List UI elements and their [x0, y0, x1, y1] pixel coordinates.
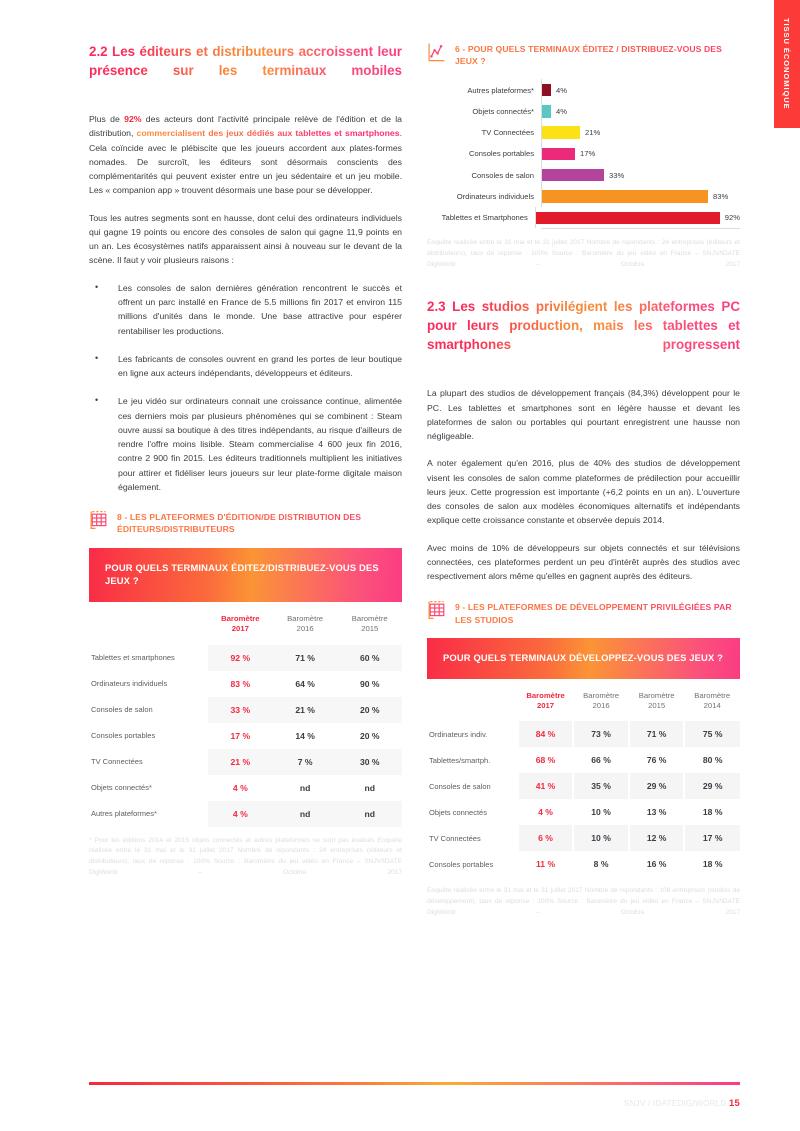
row-value: 17 % [230, 730, 251, 741]
row-value: 80 % [684, 747, 740, 773]
row-value: 68 % [518, 747, 574, 773]
row-label: Ordinateurs indiv. [429, 729, 488, 739]
right-column [427, 42, 740, 929]
row-value: 6 % [518, 825, 574, 851]
table-row [89, 697, 402, 723]
row-value: 60 % [338, 645, 403, 671]
paragraph-2-2-1 [89, 112, 402, 198]
row-label: Consoles de salon [429, 781, 491, 791]
bar-chart-figure6 [427, 79, 740, 229]
col-line2: 2016 [592, 700, 610, 710]
chart-plot-area [541, 101, 740, 122]
table9-header-blank [427, 680, 518, 722]
row-label: Objets connectés [429, 807, 487, 817]
section-tab-tissu-economique [774, 0, 800, 128]
chart-row [427, 165, 740, 186]
row-value: 4 % [232, 782, 248, 793]
table-row [89, 775, 402, 801]
table9-footnote: Enquête réalisée entre le 31 mai et le 31 juillet 2017 Nombre de répondants : 108 entreprises (studios de développement), taux de réponse : 100% Source : Baromètre du jeu vidéo en France – SNJV/IDATE DigiWorld – Octobre 2017 [427, 887, 740, 916]
row-value: 13 % [629, 799, 685, 825]
chart-row [427, 143, 740, 164]
chart-row [427, 207, 740, 228]
row-value: 71 % [629, 721, 685, 747]
para-seg: Plus de [89, 114, 125, 125]
table-row [89, 645, 402, 671]
table8-title-block [89, 510, 402, 535]
table8-header-col-2 [338, 603, 403, 645]
row-value: nd [299, 782, 311, 793]
table9-banner: POUR QUELS TERMINAUX DÉVELOPPEZ-VOUS DES JEUX ? [427, 638, 740, 679]
row-value: 30 % [338, 749, 403, 775]
chart-bar-value: 92% [724, 213, 740, 223]
table-header-row [89, 603, 402, 645]
chart-plot-area [541, 79, 740, 100]
col-line2: 2016 [296, 624, 314, 634]
row-label: Consoles de salon [91, 705, 153, 715]
table9-header-col-3 [684, 680, 740, 722]
row-value: 17 % [684, 825, 740, 851]
col-line1: Baromètre [221, 613, 260, 623]
chart-bar-value: 4% [556, 106, 567, 116]
col-line1: Baromètre [583, 690, 620, 700]
list-item: • Les fabricants de consoles ouvrent en grand les portes de leur boutique en ligne aux acteurs indépendants, développeurs et éditeurs. [89, 352, 402, 381]
row-value: 20 % [359, 730, 380, 741]
col-line1: Baromètre [694, 690, 731, 700]
row-value: 71 % [273, 645, 338, 671]
highlight-gradient-phrase: commercialisent des jeux dédiés aux tablettes et smartphones [136, 128, 400, 139]
chart-row [427, 101, 740, 122]
table-row [427, 721, 740, 747]
table-row [427, 851, 740, 877]
table-grid-icon [89, 510, 109, 531]
table9-header-col-2 [629, 680, 685, 722]
table9-title-block [427, 600, 740, 625]
table-row [427, 825, 740, 851]
row-value: 75 % [684, 721, 740, 747]
chart-bar [542, 105, 551, 118]
chart-bar-value: 17% [580, 149, 596, 159]
table-row [89, 671, 402, 697]
row-label: Objets connectés* [91, 783, 152, 793]
table9-header-col-1 [573, 680, 629, 722]
chart-category-label: TV Connectées [481, 128, 534, 138]
footer-divider [89, 1082, 740, 1085]
paragraph-2-2-2: Tous les autres segments sont en hausse, dont celui des ordinateurs individuels qui gagne 19 points ou encore des consoles de salon qui gagne 11,9 points en un an. Les écosystèmes natifs apparaissent ainsi à nouveau sur le devant de la scène. Il faut y voir plusieurs raisons : [89, 212, 402, 266]
footer-brand: SNJV / IDATEDIGIWORLD [623, 1099, 727, 1108]
row-value: nd [273, 801, 338, 827]
chart-row [427, 186, 740, 207]
table-row [427, 773, 740, 799]
col-line2: 2017 [536, 700, 555, 710]
list-item: • Le jeu vidéo sur ordinateurs connait une croissance continue, alimentée ces derniers mois par plusieurs phénomènes qui se combinent : Steam ouvre aussi sa boutique à des titres indépendants, au risque d'ailleurs de rendre l'offre moins lisible. Steam commercialise 4 600 jeux fin 2016, contre 2 900 fin 2015. Les éditeurs traditionnels multiplient les initiatives pour attirer et fidéliser leurs joueurs sur leur plate-forme digitale maison également. [89, 394, 402, 494]
table8-banner: POUR QUELS TERMINAUX ÉDITEZ/DISTRIBUEZ-VOUS DES JEUX ? [89, 548, 402, 602]
row-label: TV Connectées [429, 833, 481, 843]
table8-title: 8 - LES PLATEFORMES D'ÉDITION/DE DISTRIBUTION DES ÉDITEURS/DISTRIBUTEURS [117, 510, 402, 535]
chart-row [427, 122, 740, 143]
chart-category-label: Consoles portables [468, 149, 534, 159]
table9-header-col-0 [518, 680, 574, 722]
row-label: Tablettes et smartphones [91, 653, 175, 663]
row-value: 12 % [629, 825, 685, 851]
section-heading-2-2: 2.2 Les éditeurs et distributeurs accroissent leur présence sur les terminaux mobiles [89, 42, 402, 99]
row-value: 33 % [208, 697, 273, 723]
table-row [89, 749, 402, 775]
reasons-bullet-list [89, 281, 402, 494]
chart-plot-area [541, 143, 740, 164]
row-value: 84 % [518, 721, 574, 747]
chart-category-label: Ordinateurs individuels [456, 192, 534, 202]
row-value: 29 % [684, 773, 740, 799]
row-label: Consoles portables [429, 859, 494, 869]
row-value: 35 % [573, 773, 629, 799]
table-row [427, 747, 740, 773]
col-line1: Baromètre [351, 613, 388, 623]
table-header-row [427, 680, 740, 722]
row-label: TV Connectées [91, 757, 143, 767]
chart-bar-value: 4% [556, 85, 567, 95]
footer [624, 1097, 740, 1108]
col-line2: 2017 [231, 624, 249, 634]
row-value: 90 % [359, 678, 380, 689]
chart-plot-area [541, 186, 740, 207]
row-value: nd [364, 782, 375, 793]
row-value: 76 % [629, 747, 685, 773]
chart-bar [542, 190, 708, 203]
row-value: 41 % [518, 773, 574, 799]
col-line1: Baromètre [526, 690, 565, 700]
table9-title: 9 - LES PLATEFORMES DE DÉVELOPPEMENT PRIVILÉGIÉES PAR LES STUDIOS [455, 600, 740, 625]
table-grid-icon [427, 600, 447, 621]
figure6-title: 6 - POUR QUELS TERMINAUX ÉDITEZ / DISTRIBUEZ-VOUS DES JEUX ? [455, 42, 740, 67]
chart-bar [536, 212, 720, 225]
row-value: 11 % [518, 851, 574, 877]
chart-category-label: Autres plateformes* [467, 85, 534, 95]
row-value: 8 % [573, 851, 629, 877]
chart-bar [542, 169, 604, 182]
row-value: 7 % [273, 749, 338, 775]
row-value: 18 % [684, 799, 740, 825]
chart-bar-value: 21% [585, 128, 601, 138]
row-value: 21 % [208, 749, 273, 775]
figure6-title-block [427, 42, 740, 67]
row-value: 14 % [295, 730, 315, 741]
row-value: 4 % [208, 801, 273, 827]
page-number: 15 [728, 1097, 740, 1108]
row-value: 18 % [684, 851, 740, 877]
chart-bar-value: 83% [713, 192, 729, 202]
chart-bar [542, 84, 551, 97]
table-row [427, 799, 740, 825]
table8-header-blank [89, 603, 208, 645]
table8 [89, 603, 402, 827]
list-item: • Les consoles de salon dernières génération rencontrent le succès et offrent un parc installé en France de 5.5 millions fin 2017 et environ 115 millions d'unités dans le monde. Une base attractive pour espérer rentabiliser les productions. [89, 281, 402, 338]
row-value: 16 % [629, 851, 685, 877]
row-value: 73 % [573, 721, 629, 747]
section-heading-2-3: 2.3 Les studios privilégient les plateformes PC pour leurs production, mais les tablettes et smartphones progressent [427, 297, 740, 373]
row-label: Consoles portables [91, 731, 156, 741]
table8-header-col-1 [273, 603, 338, 645]
table-row [89, 801, 402, 827]
chart-category-label: Objets connectés* [472, 106, 534, 116]
row-value: 64 % [295, 678, 315, 689]
left-column [89, 42, 402, 889]
para-seg: . Cela coïncide avec le plébiscite que les joueurs accordent aux plates-formes nomades. De surcroît, les éditeurs sont désormais conscients des complémentarités qui peuvent exister entre un jeu sédentaire et un jeu mobile. Les « companion app » trouvent désormais une base pour se développer. [89, 128, 403, 196]
chart-plot-area [535, 207, 740, 228]
chart-category-label: Consoles de salon [471, 170, 534, 180]
row-value: 92 % [208, 645, 273, 671]
row-label: Autres plateformes* [91, 809, 157, 819]
row-value: 10 % [573, 825, 629, 851]
chart-bar-value: 33% [609, 170, 625, 180]
chart-row [427, 79, 740, 100]
row-value: 66 % [573, 747, 629, 773]
highlight-92-percent: 92% [124, 114, 142, 125]
paragraph-2-3-3: Avec moins de 10% de développeurs sur objets connectés et sur télévisions connectées, ces plateformes perdent un peu d'intérêt auprès des studios avec respectivement alors même qu'elles en gagnent auprès des éditeurs. [427, 542, 740, 582]
chart-plot-area [541, 165, 740, 186]
chart-bar [542, 126, 580, 139]
line-chart-icon [427, 42, 447, 63]
chart-plot-area [541, 122, 740, 143]
figure6-source: Enquête réalisée entre le 31 mai et le 31 juillet 2017 Nombre de répondants : 24 entreprises (éditeurs et distributeurs), taux de réponse : 100% Source : Baromètre du jeu vidéo en France – SNJV/IDATE DigiWorld – Octobre 2017 [427, 239, 740, 268]
table9 [427, 680, 740, 878]
chart-category-label: Tablettes et Smartphones [441, 213, 528, 223]
section-tab-label: TISSU ÉCONOMIQUE [782, 18, 791, 110]
table-row [89, 723, 402, 749]
col-line2: 2014 [703, 700, 721, 710]
paragraph-2-3-2: A noter également qu'en 2016, plus de 40% des studios de développement visent les consoles de salon comme plateformes de prédilection pour accueillir leurs jeux. Cette progression est importante (+6,2 points en un an). L'ouverture des consoles de salon aux modèles économiques alternatifs et indépendants explique cette croissance constante et observée depuis 2014. [427, 458, 740, 526]
para-seg: des acteurs dont l'activité principale relève de l'édition et de la distribution, [89, 114, 402, 139]
row-value: 20 % [338, 697, 403, 723]
row-value: 29 % [629, 773, 685, 799]
table8-header-col-0 [208, 603, 273, 645]
row-label: Ordinateurs individuels [91, 679, 168, 689]
row-label: Tablettes/smartph. [429, 755, 491, 765]
chart-x-axis [541, 228, 740, 229]
table8-footnote: * Pour les éditions 2014 et 2015 objets connectés et autres plateformes ne sont pas évalués Enquête réalisée entre le 31 mai et le 31 juillet 2017 Nombre de répondants : 24 entreprises (éditeurs et distributeurs), taux de réponse : 100% Source : Baromètre du jeu vidéo en France – SNJV/IDATE DigiWorld – Octobre 2017 [89, 836, 402, 876]
col-line1: Baromètre [287, 613, 324, 623]
paragraph-2-3-1: La plupart des studios de développement français (84,3%) développent pour le PC. Les tablettes et smartphones sont en légère hausse et devant les plateformes de salon ou portables qui pourtant enregistrent une hausse non négligeable. [427, 388, 740, 442]
row-value: 10 % [573, 799, 629, 825]
row-value: nd [338, 801, 403, 827]
row-value: 83 % [230, 678, 251, 689]
col-line2: 2015 [361, 624, 379, 634]
col-line2: 2015 [648, 700, 666, 710]
chart-bar [542, 148, 575, 161]
row-value: 4 % [518, 799, 574, 825]
col-line1: Baromètre [638, 690, 675, 700]
row-value: 21 % [273, 697, 338, 723]
